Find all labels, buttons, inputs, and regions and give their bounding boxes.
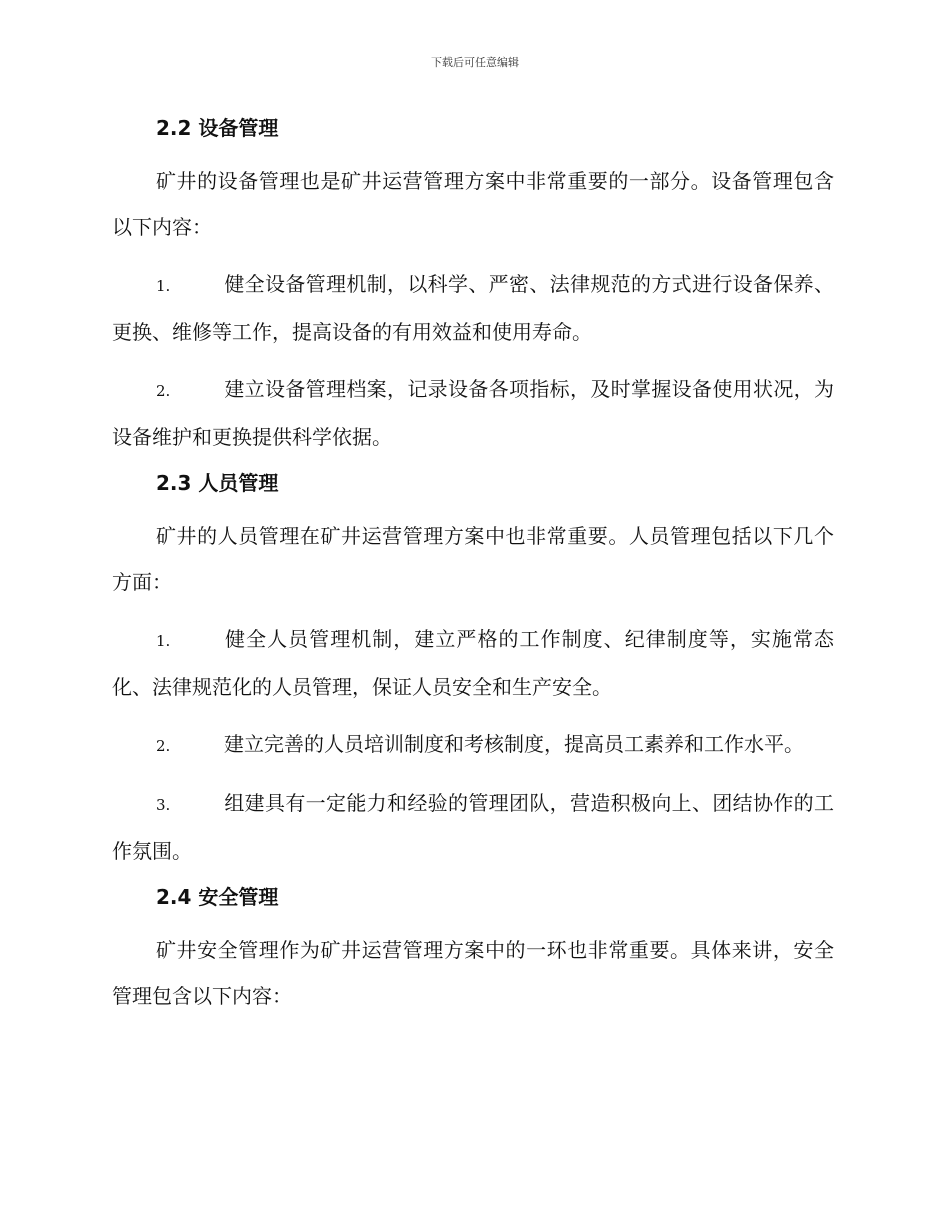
section-intro: 矿井的设备管理也是矿井运营管理方案中非常重要的一部分。设备管理包含以下内容：	[112, 169, 834, 239]
list-item	[112, 780, 834, 874]
list-item	[112, 616, 834, 710]
document-body	[112, 112, 834, 1019]
list-item	[112, 261, 834, 355]
list-item-text: 建立完善的人员培训制度和考核制度，提高员工素养和工作水平。	[224, 732, 804, 756]
header-note: 下载后可任意编辑	[431, 56, 519, 69]
section-intro: 矿井的人员管理在矿井运营管理方案中也非常重要。人员管理包括以下几个方面：	[112, 524, 834, 594]
list-item-number: 2.	[156, 382, 171, 400]
list-item-number: 2.	[156, 737, 171, 755]
list-item-text: 健全人员管理机制，建立严格的工作制度、纪律制度等，实施常态化、法律规范化的人员管理，保证人员安全和生产安全。	[112, 627, 834, 699]
section-heading: 2.4 安全管理	[156, 885, 279, 909]
section-intro: 矿井安全管理作为矿井运营管理方案中的一环也非常重要。具体来讲，安全管理包含以下内容：	[112, 938, 834, 1008]
section-heading: 2.2 设备管理	[156, 116, 279, 140]
list-item-number: 1.	[156, 277, 171, 295]
list-item	[112, 366, 834, 460]
section-safety-management	[112, 881, 834, 1019]
section-equipment-management	[112, 112, 834, 460]
list-item	[112, 721, 834, 769]
list-item-text: 建立设备管理档案，记录设备各项指标，及时掌握设备使用状况，为设备维护和更换提供科学依据。	[112, 377, 834, 449]
section-personnel-management	[112, 467, 834, 874]
section-heading: 2.3 人员管理	[156, 471, 279, 495]
list-item-text: 组建具有一定能力和经验的管理团队，营造积极向上、团结协作的工作氛围。	[112, 791, 834, 863]
list-item-number: 3.	[156, 796, 171, 814]
list-item-text: 健全设备管理机制，以科学、严密、法律规范的方式进行设备保养、更换、维修等工作，提高设备的有用效益和使用寿命。	[112, 272, 834, 344]
list-item-number: 1.	[156, 632, 171, 650]
